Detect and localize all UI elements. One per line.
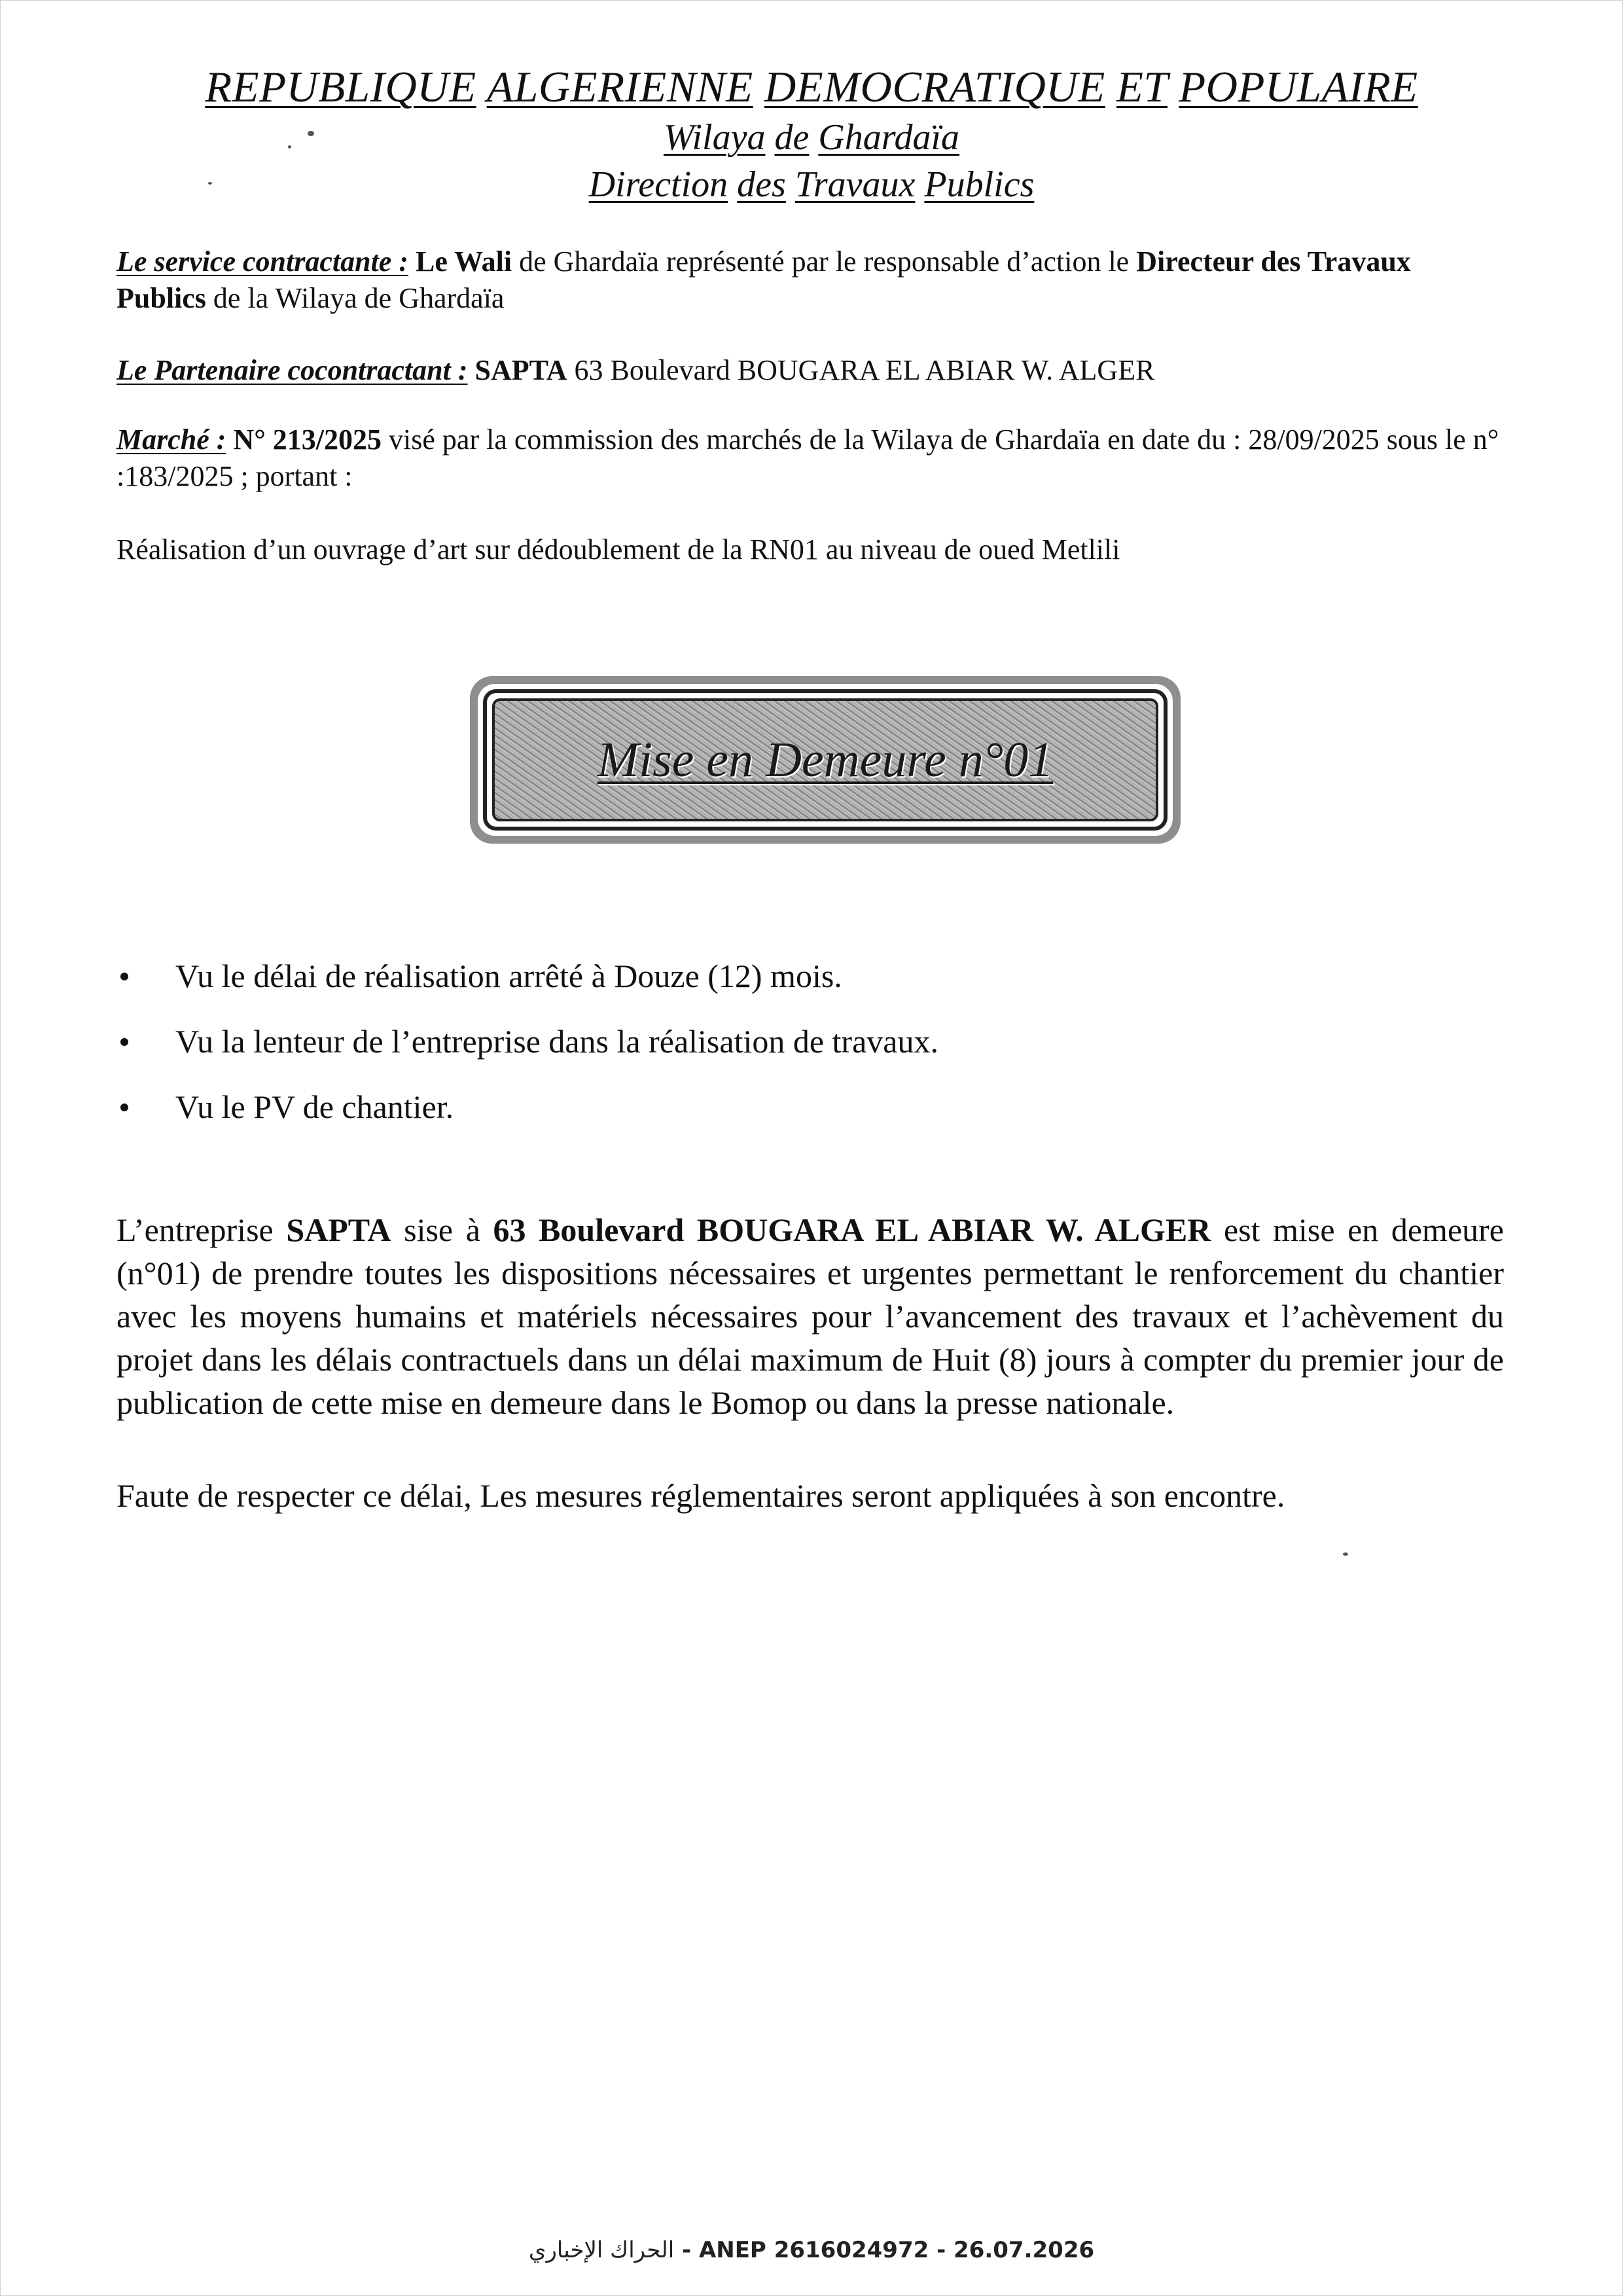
direction-heading (0, 164, 1623, 206)
notice-text: L’entreprise (116, 1211, 287, 1248)
title-banner (470, 676, 1181, 844)
partner-label: Le Partenaire cocontractant : (116, 354, 468, 386)
scan-speck (1343, 1552, 1348, 1556)
heading-word: de (774, 117, 810, 158)
heading-word: REPUBLIQUE (205, 63, 476, 111)
republic-heading (0, 62, 1623, 113)
bullet-icon (120, 973, 128, 980)
list-item-text: Vu la lenteur de l’entreprise dans la réalisation de travaux. (175, 1023, 938, 1060)
scan-speck (288, 145, 291, 149)
bullet-icon (120, 1103, 128, 1111)
service-label: Le service contractante : (116, 245, 408, 278)
heading-word: Direction (588, 164, 728, 205)
wilaya-heading (0, 117, 1623, 158)
partner-name: SAPTA (474, 354, 567, 386)
heading-word: Publics (924, 164, 1035, 205)
notice-text: est mise en demeure (n°01) de prendre toutes les dispositions nécessaires et urgentes permettant le renforcement du chantier avec les moyens humains et matériels nécessaires pour l’avancement des travaux et l’achèvement du projet dans les délais contractuels dans un délai maximum de Huit (8) jours à compter du premier jour de publication de cette mise en demeure dans le Bomop ou dans la presse nationale. (116, 1211, 1504, 1421)
service-text: de Ghardaïa représenté par le responsable d’action le (512, 245, 1137, 278)
closing-sentence: Faute de respecter ce délai, Les mesures réglementaires seront appliquées à son encontre. (116, 1477, 1285, 1514)
partner-paragraph (116, 352, 1504, 389)
service-text-end: de la Wilaya de Ghardaïa (205, 282, 505, 314)
project-description: Réalisation d’un ouvrage d’art sur dédoublement de la RN01 au niveau de oued Metlili (116, 533, 1120, 565)
service-director: Directeur des Travaux Publics (116, 245, 1411, 314)
partner-address: 63 Boulevard BOUGARA EL ABIAR W. ALGER (567, 354, 1155, 386)
heading-word: ET (1116, 63, 1168, 111)
heading-word: Wilaya (663, 117, 766, 158)
footer-reference: - ANEP 2616024972 - 26.07.2026 (674, 2237, 1095, 2263)
company-name: SAPTA (286, 1211, 391, 1248)
market-label: Marché : (116, 423, 226, 456)
publication-footer (0, 2237, 1623, 2263)
heading-word: Travaux (794, 164, 916, 205)
bullet-icon (120, 1038, 128, 1046)
company-address: 63 Boulevard BOUGARA EL ABIAR W. ALGER (493, 1211, 1211, 1248)
heading-word: DEMOCRATIQUE (764, 63, 1105, 111)
service-authority: Le Wali (415, 245, 512, 278)
list-item-text: Vu le PV de chantier. (175, 1088, 454, 1125)
market-text: visé par la commission des marchés de la Wilaya de Ghardaïa en date du : 28/09/2025 sous le n° :183/2025 ; portant : (116, 423, 1499, 492)
footer-newspaper: الحراك الإخباري (528, 2237, 675, 2263)
market-number: N° 213/2025 (233, 423, 382, 456)
scan-speck (208, 182, 212, 185)
list-item (116, 1086, 1504, 1127)
considerations-list (116, 956, 1504, 1152)
notice-paragraph (116, 1208, 1504, 1424)
list-item-text: Vu le délai de réalisation arrêté à Douze (12) mois. (175, 958, 842, 994)
list-item (116, 1021, 1504, 1062)
heading-word: Ghardaïa (818, 117, 960, 158)
title-banner-inner (478, 684, 1173, 836)
list-item (116, 956, 1504, 996)
scan-speck (308, 131, 314, 136)
heading-word: des (737, 164, 786, 205)
notice-text: sise à (391, 1211, 493, 1248)
heading-word: POPULAIRE (1179, 63, 1418, 111)
title-banner-border (483, 689, 1168, 831)
document-title: Mise en Demeure n°01 (597, 732, 1054, 787)
service-contractante-paragraph (116, 243, 1504, 317)
market-paragraph (116, 422, 1504, 495)
heading-word: ALGERIENNE (486, 63, 753, 111)
title-banner-core (492, 698, 1158, 821)
